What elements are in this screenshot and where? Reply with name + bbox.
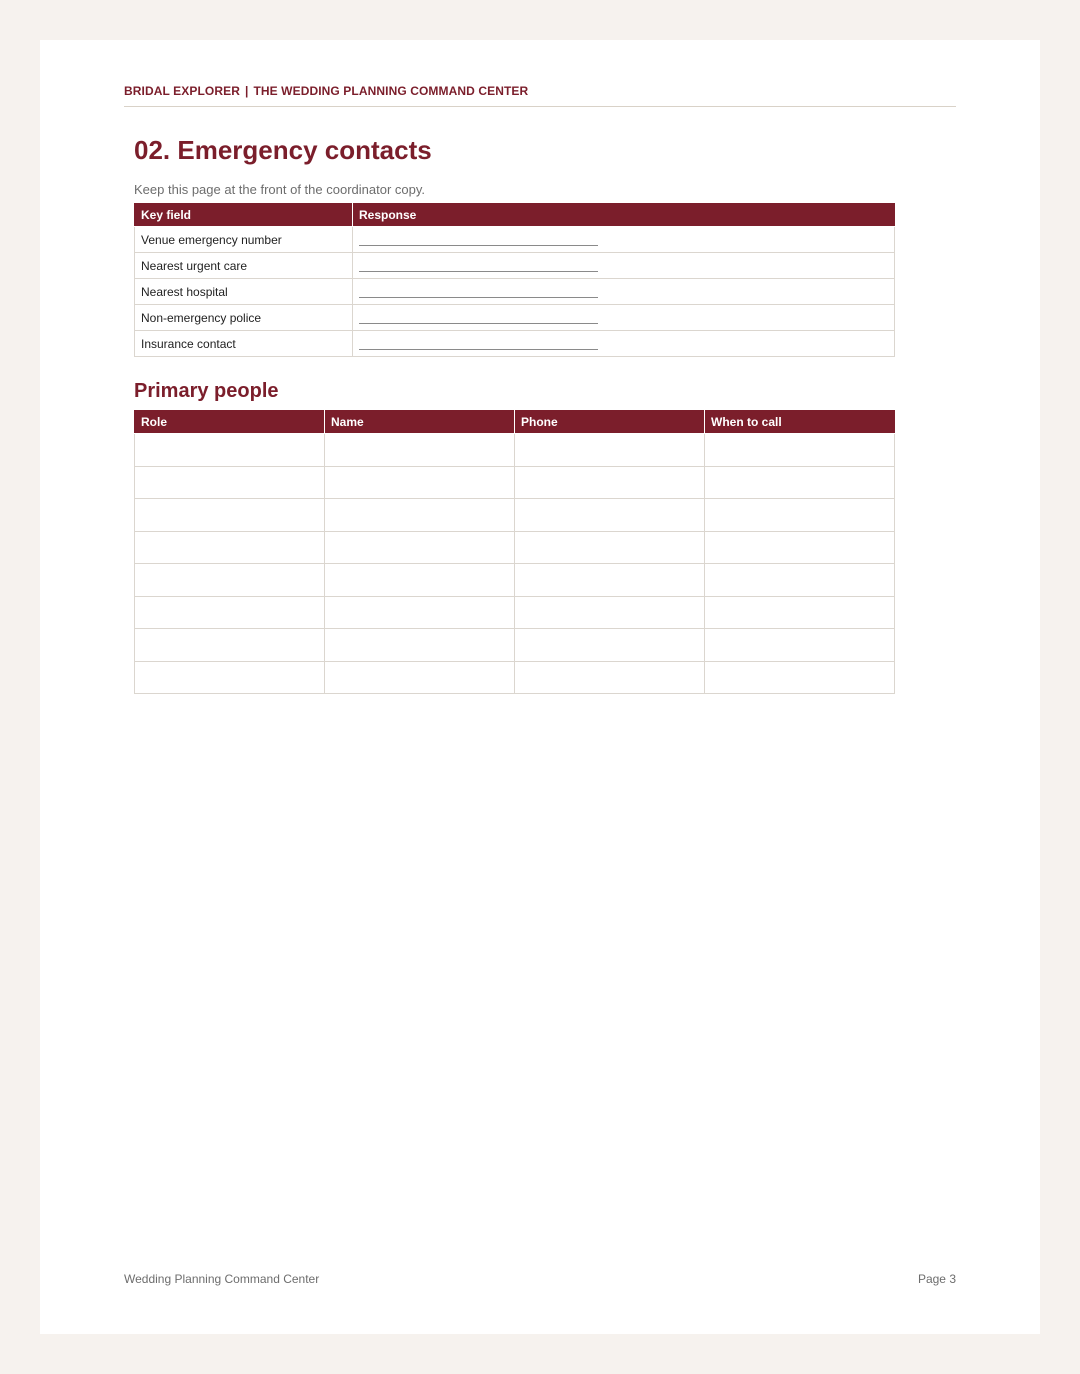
when-to-call-cell[interactable]: [705, 629, 895, 662]
key-table-header-row: [135, 203, 895, 227]
header-brand: BRIDAL EXPLORER: [124, 84, 240, 98]
name-cell[interactable]: [325, 499, 515, 532]
document-page: [40, 40, 1040, 1334]
key-field-label: Nearest urgent care: [135, 253, 353, 279]
table-row: [135, 629, 895, 662]
table-row: [135, 227, 895, 253]
role-cell[interactable]: [135, 629, 325, 662]
when-to-call-cell[interactable]: [705, 596, 895, 629]
response-cell[interactable]: [353, 227, 895, 253]
name-cell[interactable]: [325, 564, 515, 597]
key-field-label: Nearest hospital: [135, 279, 353, 305]
phone-cell[interactable]: [515, 466, 705, 499]
intro-note: Keep this page at the front of the coordinator copy.: [134, 182, 426, 197]
role-cell[interactable]: [135, 434, 325, 467]
phone-cell[interactable]: [515, 564, 705, 597]
phone-cell[interactable]: [515, 629, 705, 662]
column-header-phone: Phone: [515, 410, 705, 434]
name-cell[interactable]: [325, 531, 515, 564]
response-cell[interactable]: [353, 331, 895, 357]
key-field-label: Venue emergency number: [135, 227, 353, 253]
table-row: [135, 434, 895, 467]
table-row: [135, 531, 895, 564]
page-title: 02. Emergency contacts: [134, 135, 432, 165]
when-to-call-cell[interactable]: [705, 499, 895, 532]
column-header-name: Name: [325, 410, 515, 434]
response-fill-line[interactable]: [359, 232, 598, 246]
when-to-call-cell[interactable]: [705, 564, 895, 597]
table-row: [135, 596, 895, 629]
response-fill-line[interactable]: [359, 336, 598, 350]
primary-people-table: [134, 410, 895, 694]
response-fill-line[interactable]: [359, 310, 598, 324]
table-row: [135, 253, 895, 279]
when-to-call-cell[interactable]: [705, 661, 895, 694]
column-header-when-to-call: When to call: [705, 410, 895, 434]
footer-title: Wedding Planning Command Center: [124, 1272, 320, 1286]
when-to-call-cell[interactable]: [705, 531, 895, 564]
column-header-role: Role: [135, 410, 325, 434]
response-cell[interactable]: [353, 253, 895, 279]
page-number: Page 3: [917, 1272, 956, 1286]
name-cell[interactable]: [325, 466, 515, 499]
when-to-call-cell[interactable]: [705, 466, 895, 499]
role-cell[interactable]: [135, 531, 325, 564]
running-footer: [124, 1272, 956, 1286]
key-field-label: Non-emergency police: [135, 305, 353, 331]
response-fill-line[interactable]: [359, 258, 598, 272]
response-cell[interactable]: [353, 279, 895, 305]
name-cell[interactable]: [325, 596, 515, 629]
table-row: [135, 331, 895, 357]
people-table-header-row: [135, 410, 895, 434]
phone-cell[interactable]: [515, 661, 705, 694]
key-field-table: [134, 203, 895, 357]
when-to-call-cell[interactable]: [705, 434, 895, 467]
table-row: [135, 305, 895, 331]
header-tagline: THE WEDDING PLANNING COMMAND CENTER: [253, 84, 529, 98]
response-fill-line[interactable]: [359, 284, 598, 298]
phone-cell[interactable]: [515, 531, 705, 564]
table-row: [135, 466, 895, 499]
header-separator: |: [244, 84, 249, 98]
phone-cell[interactable]: [515, 499, 705, 532]
section-heading-primary-people: Primary people: [134, 380, 279, 402]
key-field-label: Insurance contact: [135, 331, 353, 357]
table-row: [135, 564, 895, 597]
running-header: [124, 84, 956, 107]
phone-cell[interactable]: [515, 596, 705, 629]
role-cell[interactable]: [135, 596, 325, 629]
name-cell[interactable]: [325, 629, 515, 662]
phone-cell[interactable]: [515, 434, 705, 467]
table-row: [135, 279, 895, 305]
table-row: [135, 499, 895, 532]
column-header-response: Response: [353, 203, 895, 227]
role-cell[interactable]: [135, 661, 325, 694]
role-cell[interactable]: [135, 499, 325, 532]
name-cell[interactable]: [325, 434, 515, 467]
people-table-body: [135, 434, 895, 694]
role-cell[interactable]: [135, 466, 325, 499]
role-cell[interactable]: [135, 564, 325, 597]
response-cell[interactable]: [353, 305, 895, 331]
name-cell[interactable]: [325, 661, 515, 694]
column-header-key-field: Key field: [135, 203, 353, 227]
table-row: [135, 661, 895, 694]
